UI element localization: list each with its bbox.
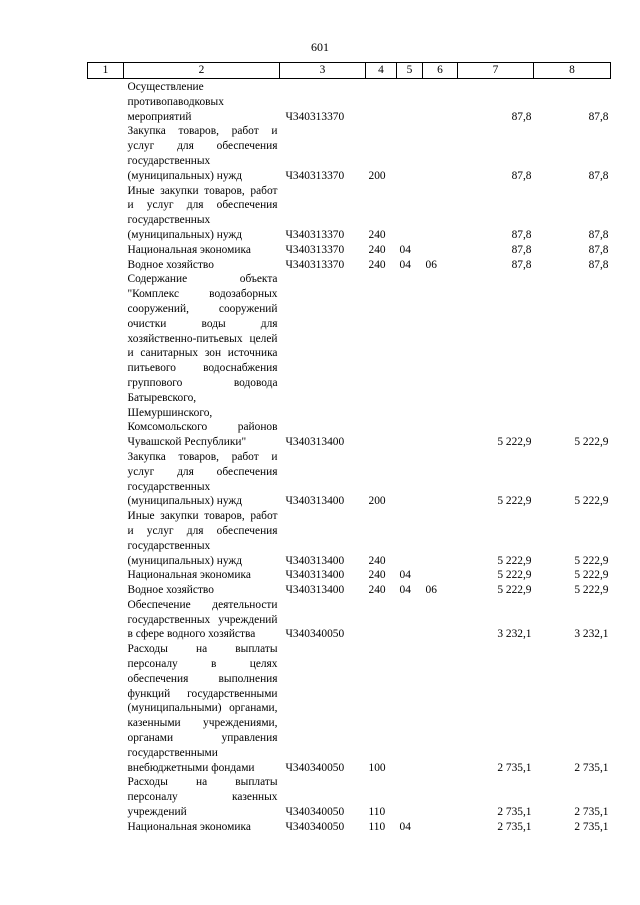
table-row	[88, 568, 611, 583]
row-name: Иные закупки товаров, работ и услуг для обеспечения государственных (муниципальных) нужд	[127, 510, 278, 567]
row-expense-type: 240	[368, 228, 386, 241]
header-col-3: 3	[280, 63, 366, 79]
row-amount-year-1: 5 222,9	[497, 554, 532, 567]
header-col-2: 2	[124, 63, 280, 79]
row-subsection	[423, 820, 458, 835]
row-amount-year-2: 87,8	[588, 169, 609, 182]
row-section: 04	[399, 820, 411, 833]
row-amount-year-2: 2 735,1	[574, 761, 609, 774]
row-target-code: Ч340340050	[285, 820, 345, 833]
row-name: Расходы на выплаты персоналу в целях обеспечения выполнения функций государственными (муниципальными) органами, казенными учреждениями, органами управления государственными внебюджетными фондами	[127, 643, 278, 774]
row-section	[397, 450, 423, 509]
row-amount-year-2: 2 735,1	[574, 820, 609, 833]
row-amount-year-2: 5 222,9	[574, 569, 609, 582]
table-row	[88, 642, 611, 775]
row-expense-type: 240	[368, 569, 386, 582]
row-section	[397, 124, 423, 183]
row-subsection	[423, 243, 458, 258]
table-row	[88, 243, 611, 258]
row-expense-type: 240	[368, 258, 386, 271]
row-target-code: Ч340313370	[285, 258, 345, 271]
cell-col-1	[88, 509, 124, 568]
row-target-code: Ч340313400	[285, 584, 345, 597]
cell-col-1	[88, 258, 124, 273]
row-expense-type	[366, 598, 397, 642]
table-row	[88, 820, 611, 835]
row-target-code: Ч340340050	[285, 628, 345, 641]
row-name: Расходы на выплаты персоналу казенных учреждений	[127, 776, 278, 819]
table-row	[88, 775, 611, 819]
cell-col-1	[88, 450, 124, 509]
table-row	[88, 124, 611, 183]
table-row	[88, 79, 611, 125]
page-number: 601	[311, 40, 329, 54]
row-amount-year-1: 3 232,1	[497, 628, 532, 641]
row-amount-year-2: 87,8	[588, 243, 609, 256]
row-target-code: Ч340340050	[285, 761, 345, 774]
row-target-code: Ч340313400	[285, 495, 345, 508]
cell-col-1	[88, 598, 124, 642]
row-amount-year-1: 5 222,9	[497, 569, 532, 582]
row-amount-year-1: 87,8	[511, 228, 532, 241]
row-name: Национальная экономика	[127, 243, 251, 256]
row-name: Содержание объекта "Комплекс водозаборных сооружений, сооружений очистки воды для хозяйственно-питьевых целей и санитарных зон источника питьевого водоснабжения группового водовода Батыревского, Шемуршинского, Комсомольского районов Чувашской Республики"	[127, 273, 278, 449]
table-row	[88, 598, 611, 642]
header-col-5: 5	[397, 63, 423, 79]
row-amount-year-1: 87,8	[511, 258, 532, 271]
row-subsection	[423, 509, 458, 568]
row-name: Национальная экономика	[127, 820, 251, 833]
row-expense-type: 240	[368, 243, 386, 256]
table-row	[88, 258, 611, 273]
table-row	[88, 509, 611, 568]
row-section	[397, 642, 423, 775]
header-col-7: 7	[458, 63, 534, 79]
row-subsection	[423, 642, 458, 775]
row-subsection	[423, 272, 458, 450]
row-subsection	[423, 568, 458, 583]
row-amount-year-2: 5 222,9	[574, 495, 609, 508]
row-expense-type: 100	[368, 761, 386, 774]
row-section	[397, 272, 423, 450]
cell-col-1	[88, 642, 124, 775]
row-name: Водное хозяйство	[127, 258, 214, 271]
header-col-6: 6	[423, 63, 458, 79]
row-target-code: Ч340313400	[285, 436, 345, 449]
row-expense-type	[366, 272, 397, 450]
row-amount-year-2: 2 735,1	[574, 806, 609, 819]
cell-col-1	[88, 124, 124, 183]
row-amount-year-2: 5 222,9	[574, 436, 609, 449]
row-expense-type: 200	[368, 169, 386, 182]
row-section: 04	[399, 584, 411, 597]
row-target-code: Ч340313400	[285, 569, 345, 582]
cell-col-1	[88, 79, 124, 125]
row-subsection	[423, 775, 458, 819]
row-subsection: 06	[425, 258, 437, 271]
row-subsection	[423, 184, 458, 243]
header-col-4: 4	[366, 63, 397, 79]
row-name: Закупка товаров, работ и услуг для обеспечения государственных (муниципальных) нужд	[127, 125, 278, 182]
row-section	[397, 598, 423, 642]
row-amount-year-1: 5 222,9	[497, 495, 532, 508]
row-section	[397, 509, 423, 568]
row-subsection	[423, 450, 458, 509]
row-amount-year-1: 87,8	[511, 169, 532, 182]
row-amount-year-1: 5 222,9	[497, 584, 532, 597]
row-subsection: 06	[425, 584, 437, 597]
row-subsection	[423, 124, 458, 183]
row-target-code: Ч340340050	[285, 806, 345, 819]
header-col-1: 1	[88, 63, 124, 79]
row-name: Осуществление противопаводковых мероприятий	[127, 81, 224, 123]
cell-col-1	[88, 184, 124, 243]
table-row	[88, 450, 611, 509]
row-expense-type: 110	[368, 806, 386, 819]
row-name: Водное хозяйство	[127, 584, 214, 597]
row-amount-year-2: 5 222,9	[574, 584, 609, 597]
row-name: Национальная экономика	[127, 569, 251, 582]
header-row	[88, 63, 611, 79]
row-amount-year-1: 2 735,1	[497, 820, 532, 833]
row-section: 04	[399, 243, 411, 256]
row-amount-year-2: 87,8	[588, 110, 609, 123]
row-section	[397, 775, 423, 819]
table-body	[88, 79, 611, 835]
cell-col-1	[88, 583, 124, 598]
row-expense-type	[366, 79, 397, 125]
row-expense-type: 200	[368, 495, 386, 508]
table-row	[88, 184, 611, 243]
row-amount-year-1: 2 735,1	[497, 806, 532, 819]
table-row	[88, 272, 611, 450]
row-amount-year-1: 2 735,1	[497, 761, 532, 774]
row-amount-year-2: 5 222,9	[574, 554, 609, 567]
row-amount-year-1: 87,8	[511, 110, 532, 123]
row-expense-type: 240	[368, 584, 386, 597]
row-amount-year-1: 5 222,9	[497, 436, 532, 449]
row-name: Иные закупки товаров, работ и услуг для обеспечения государственных (муниципальных) нужд	[127, 184, 278, 241]
table-row	[88, 583, 611, 598]
row-name: Закупка товаров, работ и услуг для обеспечения государственных (муниципальных) нужд	[127, 450, 278, 508]
cell-col-1	[88, 820, 124, 835]
row-amount-year-2: 87,8	[588, 228, 609, 241]
row-section	[397, 184, 423, 243]
row-target-code: Ч340313370	[285, 228, 345, 241]
row-amount-year-2: 87,8	[588, 258, 609, 271]
row-target-code: Ч340313370	[285, 169, 345, 182]
row-target-code: Ч340313370	[285, 110, 345, 123]
cell-col-1	[88, 775, 124, 819]
row-section: 04	[399, 258, 411, 271]
row-section: 04	[399, 569, 411, 582]
row-amount-year-2: 3 232,1	[574, 628, 609, 641]
row-name: Обеспечение деятельности государственных учреждений в сфере водного хозяйства	[127, 598, 278, 641]
row-section	[397, 79, 423, 125]
cell-col-1	[88, 243, 124, 258]
header-col-8: 8	[534, 63, 611, 79]
row-subsection	[423, 79, 458, 125]
row-target-code: Ч340313400	[285, 554, 345, 567]
row-target-code: Ч340313370	[285, 243, 345, 256]
row-expense-type: 240	[368, 554, 386, 567]
row-subsection	[423, 598, 458, 642]
budget-table	[87, 62, 611, 835]
row-expense-type: 110	[368, 820, 386, 833]
cell-col-1	[88, 272, 124, 450]
row-amount-year-1: 87,8	[511, 243, 532, 256]
cell-col-1	[88, 568, 124, 583]
